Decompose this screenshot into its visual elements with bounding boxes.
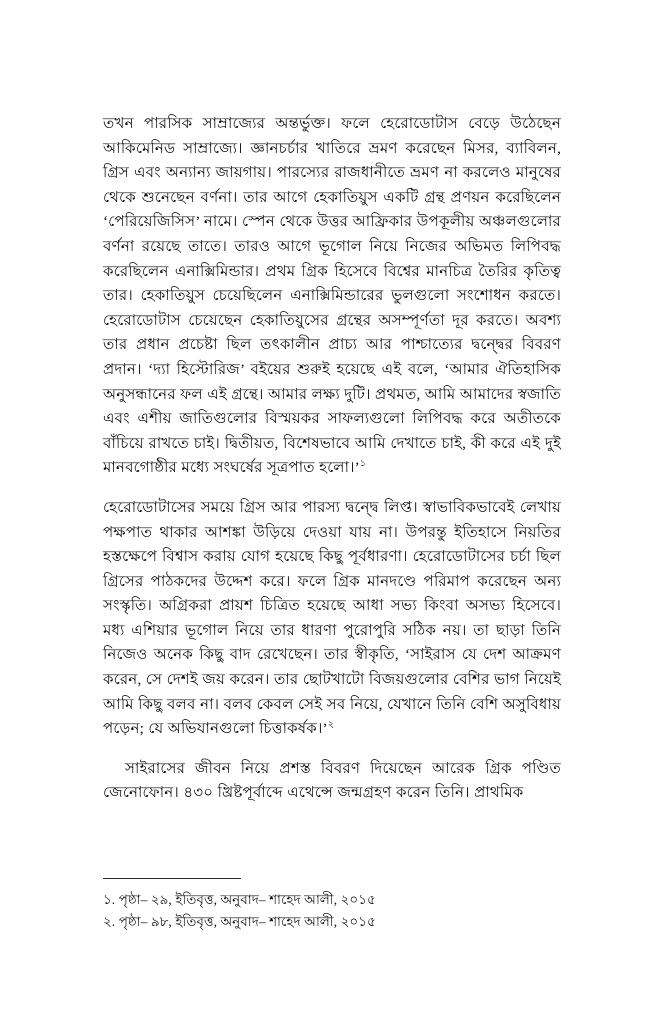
footnote-separator-rule [103,878,241,879]
footnote-item-1: ১. পৃষ্ঠা– ২৯, ইতিবৃত্ত, অনুবাদ– শাহেদ আলী, ২০১৫ [103,892,376,907]
footnote-reference-2[interactable]: ২ [327,720,334,731]
body-paragraph-2 [103,496,561,742]
paragraph-2-text: হেরোডোটাসের সময়ে গ্রিস আর পারস্য দ্বন্দ্বে লিপ্ত। স্বাভাবিকভাবেই লেখায় পক্ষপাত থাকার আশঙ্কা উড়িয়ে দেওয়া যায় না। উপরন্তু ইতিহাসে নিয়তির হস্তক্ষেপে বিশ্বাস করায় যোগ হয়েছে কিছু পূর্বধারণা। হেরোডোটাসের চর্চা ছিল গ্রিসের পাঠকদের উদ্দেশ করে। ফলে গ্রিক মানদণ্ডে পরিমাপ করেছেন অন্য সংস্কৃতি। অগ্রিকরা প্রায়শ চিত্রিত হয়েছে আধা সভ্য কিংবা অসভ্য হিসেবে। মধ্য এশিয়ার ভূগোল নিয়ে তার ধারণা পুরোপুরি সঠিক নয়। তা ছাড়া তিনি নিজেও অনেক কিছু বাদ রেখেছেন। তার স্বীকৃতি, ‘সাইরাস যে দেশ আক্রমণ করেন, সে দেশই জয় করেন। তার ছোটখাটো বিজয়গুলোর বেশির ভাগ নিয়েই আমি কিছু বলব না। বলব কেবল সেই সব নিয়ে, যেখানে তিনি বেশি অসুবিধায় পড়েন; যে অভিযানগুলো চিত্তাকর্ষক।’ [103,498,561,738]
footnote-block [103,878,561,932]
footnote-item-2: ২. পৃষ্ঠা– ৯৮, ইতিবৃত্ত, অনুবাদ– শাহেদ আলী, ২০১৫ [103,913,376,929]
footnote-reference-1[interactable]: ১ [359,459,367,470]
paragraph-3-text: সাইরাসের জীবন নিয়ে প্রশস্ত বিবরণ দিয়েছেন আরেক গ্রিক পণ্ডিত জেনোফোন। ৪৩০ খ্রিষ্টপূর্বাব্দে এথেন্সে জন্মগ্রহণ করেন তিনি। প্রাথমিক [103,759,561,802]
body-paragraph-3 [103,757,561,806]
text-column [103,112,561,806]
paragraph-1-text: তখন পারসিক সাম্রাজ্যের অন্তর্ভুক্ত। ফলে হেরোডোটাস বেড়ে উঠেছেন আকিমেনিড সাম্রাজ্যে। জ্ঞানচর্চার খাতিরে ভ্রমণ করেছেন মিসর, ব্যাবিলন, গ্রিস এবং অন্যান্য জায়গায়। পারস্যের রাজধানীতে ভ্রমণ না করলেও মানুষের থেকে শুনেছেন বর্ণনা। তার আগে হেকাতিয়ুস একটি গ্রন্থ প্রণয়ন করেছিলেন ‘পেরিয়েজিসিস’ নামে। স্পেন থেকে উত্তর আফ্রিকার উপকূলীয় অঞ্চলগুলোর বর্ণনা রয়েছে তাতে। তারও আগে ভূগোল নিয়ে নিজের অভিমত লিপিবদ্ধ করেছিলেন এনাক্সিমিন্ডার। প্রথম গ্রিক হিসেবে বিশ্বের মানচিত্র তৈরির কৃতিত্ব তার। হেকাতিয়ুস চেয়েছিলেন এনাক্সিমিন্ডারের ভুলগুলো সংশোধন করতে। হেরোডোটাস চেয়েছেন হেকাতিয়ুসের গ্রন্থের অসম্পূর্ণতা দূর করতে। অবশ্য তার প্রধান প্রচেষ্টা ছিল তৎকালীন প্রাচ্য আর পাশ্চাত্যের দ্বন্দ্বের বিবরণ প্রদান। ‘দ্যা হিস্টোরিজ’ বইয়ের শুরুই হয়েছে এই বলে, ‘আমার ঐতিহাসিক অনুসন্ধানের ফল এই গ্রন্থে। আমার লক্ষ্য দুটি। প্রথমত, আমি আমাদের স্বজাতি এবং এশীয় জাতিগুলোর বিস্ময়কর সাফল্যগুলো লিপিবদ্ধ করে অতীতকে বাঁচিয়ে রাখতে চাই। দ্বিতীয়ত, বিশেষভাবে আমি দেখাতে চাই, কী করে এই দুই মানবগোষ্ঠীর মধ্যে সংঘর্ষের সূত্রপাত হলো।’ [103,115,561,477]
body-paragraph-1 [103,112,561,481]
